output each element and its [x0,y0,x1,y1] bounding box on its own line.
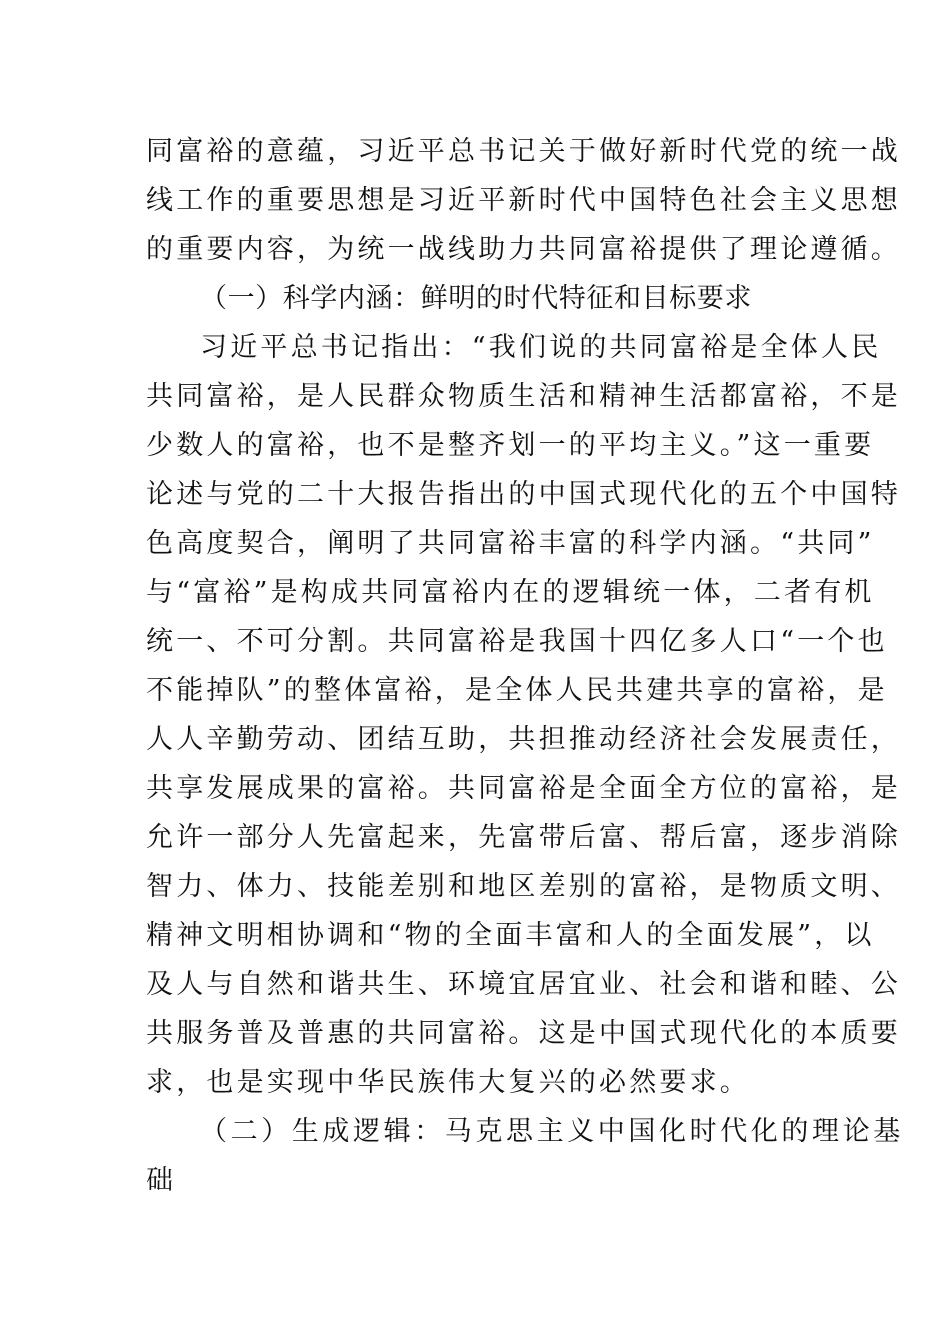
paragraph-line: 允许一部分人先富起来，先富带后富、帮后富，逐步消除 [146,822,901,853]
paragraph-line: 论述与党的二十大报告指出的中国式现代化的五个中国特 [146,479,901,510]
section-heading-2-continued: 础 [146,1165,177,1196]
paragraph-line: 少数人的富裕，也不是整齐划一的平均主义。”这一重要 [146,430,875,461]
body-text [146,127,904,1205]
section-heading-2: （二）生成逻辑：马克思主义中国化时代化的理论基 [200,1116,904,1147]
paragraph-line: 同富裕的意蕴，习近平总书记关于做好新时代党的统一战 [146,136,901,167]
paragraph-line: 智力、体力、技能差别和地区差别的富裕，是物质文明、 [146,871,901,902]
paragraph-line: 共享发展成果的富裕。共同富裕是全面全方位的富裕，是 [146,773,901,804]
paragraph-line: 求，也是实现中华民族伟大复兴的必然要求。 [146,1067,750,1098]
paragraph-line: 共同富裕，是人民群众物质生活和精神生活都富裕，不是 [146,381,901,412]
section-heading-1: （一）科学内涵：鲜明的时代特征和目标要求 [200,283,752,314]
paragraph-line: 及人与自然和谐共生、环境宜居宜业、社会和谐和睦、公 [146,969,901,1000]
paragraph-line: 习近平总书记指出：“我们说的共同富裕是全体人民 [200,332,882,363]
paragraph-line: 不能掉队”的整体富裕，是全体人民共建共享的富裕，是 [146,675,888,706]
paragraph-line: 精神文明相协调和“物的全面丰富和人的全面发展”，以 [146,920,875,951]
paragraph-line: 统一、不可分割。共同富裕是我国十四亿多人口“一个也 [146,626,888,657]
paragraph-line: 与“富裕”是构成共同富裕内在的逻辑统一体，二者有机 [146,577,875,608]
paragraph-line: 的重要内容，为统一战线助力共同富裕提供了理论遵循。 [146,234,901,265]
paragraph-line: 人人辛勤劳动、团结互助，共担推动经济社会发展责任， [146,724,901,755]
paragraph-line: 共服务普及普惠的共同富裕。这是中国式现代化的本质要 [146,1018,901,1049]
paragraph-line: 线工作的重要思想是习近平新时代中国特色社会主义思想 [146,185,901,216]
paragraph-line: 色高度契合，阐明了共同富裕丰富的科学内涵。“共同” [146,528,875,559]
